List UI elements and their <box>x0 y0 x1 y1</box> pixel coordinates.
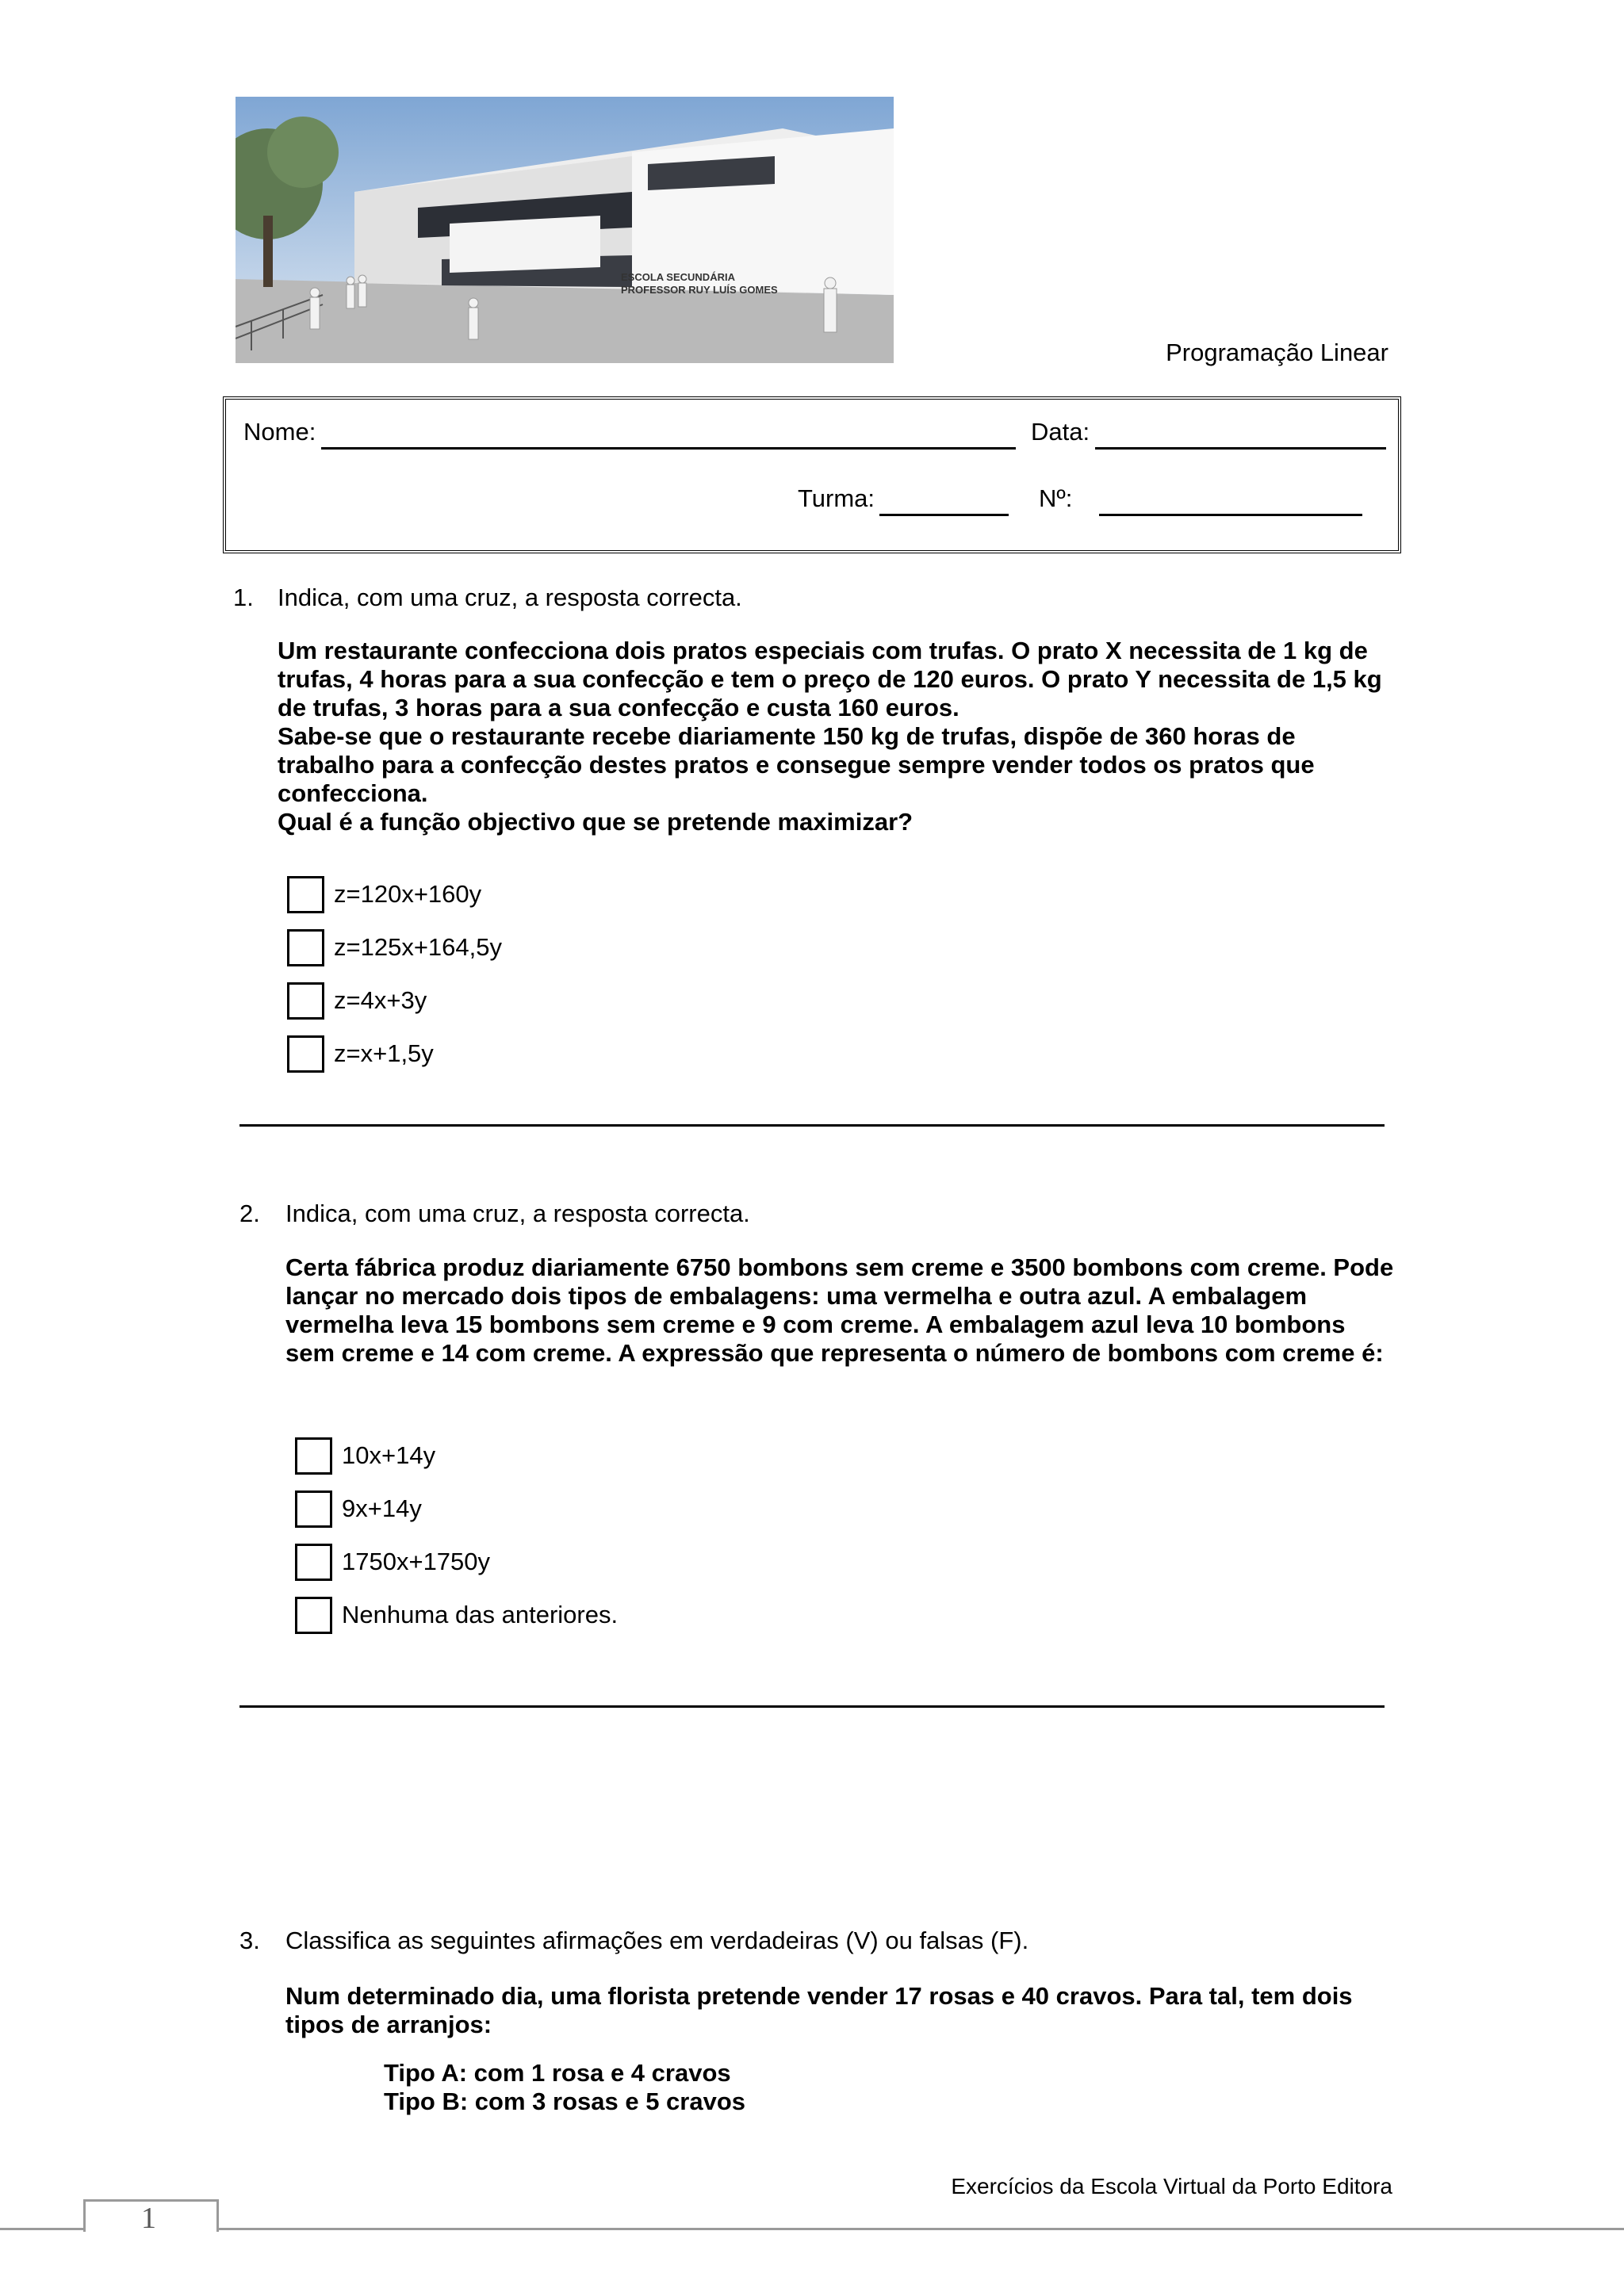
document-subject: Programação Linear <box>1166 339 1388 366</box>
question-1-paragraph: Sabe-se que o restaurante recebe diariamente 150 kg de trufas, dispõe de 360 horas de trabalho para a confecção destes pratos e consegue sempre vender todos os pratos que confecciona. <box>278 722 1315 807</box>
building-sign-line-1: ESCOLA SECUNDÁRIA <box>621 271 735 283</box>
question-3-instruction: Classifica as seguintes afirmações em verdadeiras (V) ou falsas (F). <box>285 1927 1029 1954</box>
answer-checkbox[interactable] <box>287 876 324 913</box>
question-1-paragraph: Um restaurante confecciona dois pratos especiais com trufas. O prato X necessita de 1 kg de trufas, 4 horas para a sua confecção e tem o preço de 120 euros. O prato Y necessita de 1,5 kg de trufas, 3 horas para a sua confecção e custa 160 euros. <box>278 637 1382 721</box>
question-3-paragraph: Num determinado dia, uma florista pretende vender 17 rosas e 40 cravos. Para tal, tem dois tipos de arranjos: <box>285 1982 1353 2038</box>
answer-option-label: z=x+1,5y <box>334 1039 434 1067</box>
answer-checkbox[interactable] <box>295 1544 332 1581</box>
answer-option-label: 9x+14y <box>342 1494 422 1522</box>
number-field[interactable] <box>1099 514 1362 516</box>
number-label: Nº: <box>1039 484 1073 512</box>
question-2-instruction: Indica, com uma cruz, a resposta correcta. <box>285 1200 750 1227</box>
arrangement-type-a: Tipo A: com 1 rosa e 4 cravos <box>384 2059 731 2087</box>
answer-checkbox[interactable] <box>295 1597 332 1634</box>
answer-option-label: z=120x+160y <box>334 880 482 908</box>
question-2-statement <box>285 1253 1396 1368</box>
question-2-options <box>295 1435 618 1636</box>
date-label: Data: <box>1031 418 1090 446</box>
question-1-instruction: Indica, com uma cruz, a resposta correcta. <box>278 584 742 611</box>
school-building-image <box>236 97 894 363</box>
answer-option-label: Nenhuma das anteriores. <box>342 1601 619 1628</box>
separator-line <box>239 1124 1385 1127</box>
name-label: Nome: <box>243 418 316 446</box>
footer-source: Exercícios da Escola Virtual da Porto Editora <box>951 2174 1392 2198</box>
footer-rule <box>0 2228 1624 2230</box>
date-field[interactable] <box>1095 447 1386 450</box>
answer-checkbox[interactable] <box>295 1437 332 1475</box>
student-info-box <box>223 396 1401 553</box>
question-2-paragraph: Certa fábrica produz diariamente 6750 bombons sem creme e 3500 bombons com creme. Pode lançar no mercado dois tipos de embalagens: uma vermelha e outra azul. A embalagem vermelha leva 15 bombons sem creme e 9 com creme. A embalagem azul leva 10 bombons sem creme e 14 com creme. A expressão que representa o número de bombons com creme é: <box>285 1253 1394 1367</box>
question-1-question: Qual é a função objectivo que se pretende maximizar? <box>278 808 914 836</box>
page-number: 1 <box>141 2202 156 2235</box>
answer-checkbox[interactable] <box>287 982 324 1020</box>
question-2-number: 2. <box>239 1200 260 1227</box>
question-1-options <box>287 874 502 1074</box>
answer-option-label: z=4x+3y <box>334 986 427 1014</box>
answer-checkbox[interactable] <box>295 1490 332 1528</box>
answer-option <box>295 1488 618 1529</box>
answer-option <box>295 1541 618 1582</box>
building-sign-line-2: PROFESSOR RUY LUÍS GOMES <box>621 284 778 296</box>
answer-option <box>287 927 502 968</box>
arrangement-type-b: Tipo B: com 3 rosas e 5 cravos <box>384 2087 746 2115</box>
class-field[interactable] <box>879 514 1009 516</box>
answer-checkbox[interactable] <box>287 1035 324 1073</box>
answer-option <box>287 874 502 915</box>
answer-option <box>287 1033 502 1074</box>
separator-line <box>239 1705 1385 1708</box>
question-1-statement <box>278 637 1396 836</box>
class-label: Turma: <box>798 484 875 512</box>
answer-option-label: 10x+14y <box>342 1441 436 1469</box>
answer-option-label: 1750x+1750y <box>342 1548 491 1575</box>
name-field[interactable] <box>321 447 1016 450</box>
answer-option-label: z=125x+164,5y <box>334 933 503 961</box>
question-3-statement <box>285 1982 1396 2039</box>
answer-option <box>295 1435 618 1476</box>
question-3-number: 3. <box>239 1927 260 1954</box>
answer-option <box>295 1594 618 1636</box>
answer-checkbox[interactable] <box>287 929 324 966</box>
answer-option <box>287 980 502 1021</box>
question-1-number: 1. <box>233 584 254 611</box>
